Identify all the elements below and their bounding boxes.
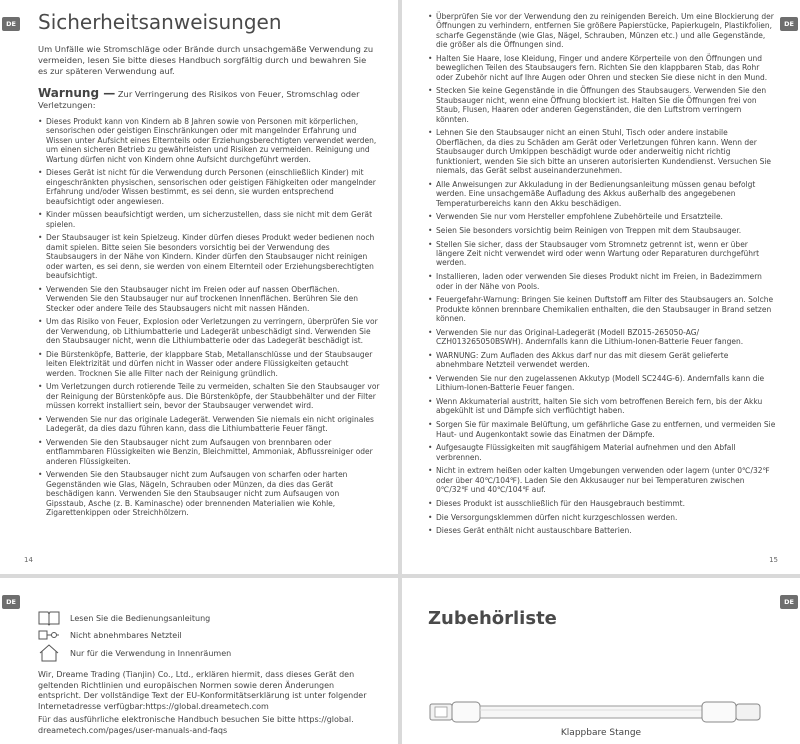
symbol-row-manual xyxy=(38,610,210,626)
manual-book-icon xyxy=(38,610,60,626)
list-item: • Verwenden Sie nur vom Hersteller empfohlene Zubehörteile und Ersatzteile. xyxy=(428,212,776,221)
list-item: • Verwenden Sie den Staubsauger nicht im Freien oder auf nassen Oberflächen. Verwenden Sie den Staubsauger nur auf trockenen Innenflächen. Berühren Sie den Stecker oder andere Teile des Staubsaugers nicht mit nassen Händen. xyxy=(38,285,380,313)
list-item: • Halten Sie Haare, lose Kleidung, Finger und andere Körperteile von den Öffnungen und beweglichen Teilen des Staubsaugers fern. Richten Sie den klappbaren Stab, das Rohr oder Zubehör nicht auf Ihre Augen oder Ohren und stecken Sie diese nicht in den Mund. xyxy=(428,54,776,82)
language-tab: DE xyxy=(780,17,798,31)
manual-link-text: Für das ausführliche elektronische Handbuch besuchen Sie bitte https://global. dreametech.com/pages/user-manuals-and-faqs xyxy=(38,715,354,735)
intro-paragraph: Um Unfälle wie Stromschläge oder Brände durch unsachgemäße Verwendung zu vermeiden, lesen Sie bitte dieses Handbuch sorgfältig durch und bewahren Sie es zur späteren Verwendung auf. xyxy=(38,44,374,76)
list-item: • Dieses Produkt kann von Kindern ab 8 Jahren sowie von Personen mit körperlichen, sensorischen oder geistigen Einschränkungen oder mit mangelnder Erfahrung und Wissen unter Aufsicht eines Elternteils oder Erziehungsberechtigten verwendet werden, um einen sicheren Betrieb zu gewährleisten und Risiken zu vermeiden. Reinigung und Wartung dürfen nicht von Kindern ohne Aufsicht durchgeführt werden. xyxy=(38,117,380,164)
list-item: • Um das Risiko von Feuer, Explosion oder Verletzungen zu verringern, überprüfen Sie vor der Verwendung, ob Lithiumbatterie und Ladegerät unbeschädigt sind. Verwenden Sie den Staubsauger nicht, wenn die Lithiumbatterie oder das Ladegerät beschädigt ist. xyxy=(38,317,380,345)
language-tab: DE xyxy=(780,595,798,609)
list-item: • Alle Anweisungen zur Akkuladung in der Bedienungsanleitung müssen genau befolgt werden. Eine unsachgemäße Aufladung des Akkus außerhalb des angegebenen Temperaturbereichs kann den Akku beschädigen. xyxy=(428,180,776,208)
conformity-declaration: Wir, Dreame Trading (Tianjin) Co., Ltd., erklären hiermit, dass dieses Gerät den geltenden Richtlinien und europäischen Normen sowie deren Änderungen entspricht. Der vollständige Text der EU-Konformitätserklärung ist unter folgender Internetadresse verfügbar:https://global.dreametech.com xyxy=(38,670,367,711)
list-item: • Verwenden Sie nur den zugelassenen Akkutyp (Modell SC244G-6). Andernfalls kann die Lithium-Ionen-Batterie Feuer fangen. xyxy=(428,374,776,393)
accessory-list-title: Zubehörliste xyxy=(428,608,557,629)
list-item: • Kinder müssen beaufsichtigt werden, um sicherzustellen, dass sie nicht mit dem Gerät spielen. xyxy=(38,210,380,229)
list-item: • Feuergefahr-Warnung: Bringen Sie keinen Duftstoff am Filter des Staubsaugers an. Solche Produkte können brennbare Chemikalien enthalten, die den Staubsauger in Brand setzen können. xyxy=(428,295,776,323)
page-15 xyxy=(402,0,800,574)
list-item: • Aufgesaugte Flüssigkeiten mit saugfähigem Material aufnehmen und den Abfall verbrennen. xyxy=(428,443,776,462)
symbol-row-indoor xyxy=(38,644,231,662)
list-item: • Der Staubsauger ist kein Spielzeug. Kinder dürfen dieses Produkt weder bedienen noch damit spielen. Bitte seien Sie besonders vorsichtig bei der Verwendung des Staubsaugers in der Nähe von Kindern. Kinder dürfen den Staubsauger nicht reinigen oder warten, es sei denn, sie werden von einem Elternteil oder Erziehungsberechtigten beaufsichtigt. xyxy=(38,233,380,280)
page-title: Sicherheitsanweisungen xyxy=(38,10,282,34)
symbol-row-power-supply xyxy=(38,629,182,641)
page-number: 14 xyxy=(24,556,33,564)
accessory-caption: Klappbare Stange xyxy=(560,728,642,738)
indoor-house-icon xyxy=(38,644,60,662)
symbol-label: Nur für die Verwendung in Innenräumen xyxy=(70,648,232,658)
list-item: • Dieses Produkt ist ausschließlich für den Hausgebrauch bestimmt. xyxy=(428,499,776,508)
warning-heading xyxy=(38,88,378,111)
page-14 xyxy=(0,0,398,574)
language-tab: DE xyxy=(2,595,20,609)
page-17 xyxy=(402,578,800,744)
page-number: 15 xyxy=(769,556,778,564)
list-item: • Verwenden Sie nur das Original-Ladegerät (Modell BZ015-265050-AG/ CZH013265050BSWH). Andernfalls kann die Lithium-Ionen-Batterie Feuer fangen. xyxy=(428,328,776,347)
warning-word: Warnung — xyxy=(38,86,116,100)
list-item: • Stellen Sie sicher, dass der Staubsauger vom Stromnetz getrennt ist, wenn er über längere Zeit nicht verwendet wird oder wenn Wartung oder Reparaturen durchgeführt werden. xyxy=(428,240,776,268)
list-item: • Um Verletzungen durch rotierende Teile zu vermeiden, schalten Sie den Staubsauger vor der Reinigung der Bürstenköpfe aus. Die Bürstenköpfe, der Staubbehälter und der Filter müssen korrekt installiert sein, bevor der Staubsauger verwendet wird. xyxy=(38,382,380,410)
list-item: • Installieren, laden oder verwenden Sie dieses Produkt nicht im Freien, in Badezimmern oder in der Nähe von Pools. xyxy=(428,272,776,291)
page-16 xyxy=(0,578,398,744)
folding-wand-illustration xyxy=(402,690,800,730)
list-item: • Verwenden Sie den Staubsauger nicht zum Aufsaugen von brennbaren oder entflammbaren Flüssigkeiten wie Benzin, Bleichmittel, Ammoniak, Abflussreiniger oder anderen Flüssigkeiten. xyxy=(38,438,380,466)
list-item: • Stecken Sie keine Gegenstände in die Öffnungen des Staubsaugers. Verwenden Sie den Staubsauger nicht, wenn eine Öffnung blockiert ist. Halten Sie die Öffnungen frei von Staub, Flusen, Haaren oder anderen Gegenständen, die den Luftstrom verringern könnten. xyxy=(428,86,776,124)
list-item: • Nicht in extrem heißen oder kalten Umgebungen verwenden oder lagern (unter 0℃/32℉ oder über 40℃/104℉). Laden Sie den Akkusauger nur bei Temperaturen zwischen 0℃/32℉ und 40℃/104℉ auf. xyxy=(428,466,776,494)
list-item: • Überprüfen Sie vor der Verwendung den zu reinigenden Bereich. Um eine Blockierung der Öffnungen zu verhindern, entfernen Sie größere Papierstücke, Papierkugeln, Plastikfolien, scharfe Gegenstände (wie Glas, Nägel, Schrauben, Münzen etc.) und alle Gegenstände, die größer als die Öffnungen sind. xyxy=(428,12,776,50)
symbol-label: Lesen Sie die Bedienungsanleitung xyxy=(70,613,211,623)
list-item: • Die Bürstenköpfe, Batterie, der klappbare Stab, Metallanschlüsse und der Staubsauger leiten Elektrizität und dürfen nicht in Wasser oder andere Flüssigkeiten getaucht werden. Trocknen Sie alle Filter nach der Reinigung gründlich. xyxy=(38,350,380,378)
list-item: • WARNUNG: Zum Aufladen des Akkus darf nur das mit diesem Gerät gelieferte abnehmbare Netzteil verwendet werden. xyxy=(428,351,776,370)
warning-text: Zur Verringerung des Risikos von Feuer, Stromschlag oder Verletzungen: xyxy=(38,89,360,110)
list-item: • Wenn Akkumaterial austritt, halten Sie sich vom betroffenen Bereich fern, bis der Akku abgekühlt ist und Dämpfe sich verflüchtigt haben. xyxy=(428,397,776,416)
list-item: • Lehnen Sie den Staubsauger nicht an einen Stuhl, Tisch oder andere instabile Oberflächen, da dies zu Schäden am Gerät oder Verletzungen führen kann. Wenn der Staubsauger durch Umkippen beschädigt wurde oder anderweitig nicht richtig funktioniert, wenden Sie sich bitte an unseren autorisierten Kundendienst. Versuchen Sie niemals, das Gerät selbst auseinanderzunehmen. xyxy=(428,128,776,175)
list-item: • Verwenden Sie den Staubsauger nicht zum Aufsaugen von scharfen oder harten Gegenständen wie Glas, Nägeln, Schrauben oder Münzen, da dies das Gerät beschädigen kann. Verwenden Sie den Staubsauger nicht zum Aufsaugen von Gipsstaub, Asche (z. B. Kaminasche) oder brennenden Materialien wie Kohle, Zigarettenkippen oder Streichhölzern. xyxy=(38,470,380,517)
safety-list-continued xyxy=(428,12,776,540)
list-item: • Die Versorgungsklemmen dürfen nicht kurzgeschlossen werden. xyxy=(428,513,776,522)
detachable-power-supply-icon xyxy=(38,629,60,641)
list-item: • Dieses Gerät enthält nicht austauschbare Batterien. xyxy=(428,526,776,535)
list-item: • Seien Sie besonders vorsichtig beim Reinigen von Treppen mit dem Staubsauger. xyxy=(428,226,776,235)
safety-list xyxy=(38,117,380,522)
language-tab: DE xyxy=(2,17,20,31)
list-item: • Dieses Gerät ist nicht für die Verwendung durch Personen (einschließlich Kinder) mit eingeschränkten physischen, sensorischen oder geistigen Fähigkeiten oder mangelnder Erfahrung und/oder Wissen bestimmt, es sei denn, sie wurden entsprechend beaufsichtigt oder angewiesen. xyxy=(38,168,380,206)
list-item: • Verwenden Sie nur das originale Ladegerät. Verwenden Sie niemals ein nicht originales Ladegerät, da dies dazu führen kann, dass die Lithiumbatterie Feuer fängt. xyxy=(38,415,380,434)
list-item: • Sorgen Sie für maximale Belüftung, um gefährliche Gase zu entfernen, und vermeiden Sie Haut- und Augenkontakt sowie das Einatmen der Dämpfe. xyxy=(428,420,776,439)
symbol-label: Nicht abnehmbares Netzteil xyxy=(70,630,182,640)
